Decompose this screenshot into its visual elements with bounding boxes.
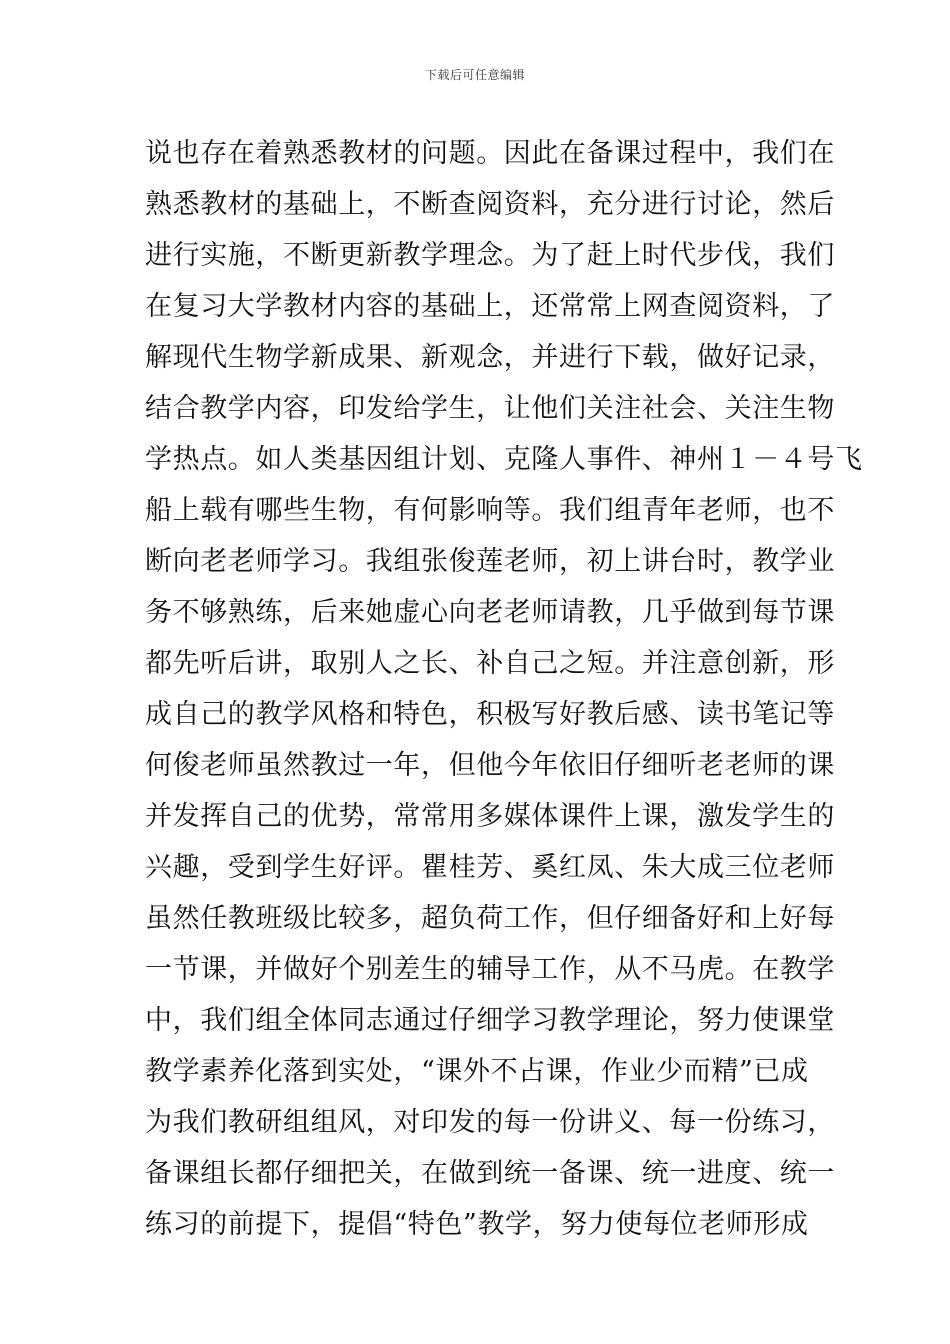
text-line: 务不够熟练，后来她虚心向老老师请教，几乎做到每节课 [145, 597, 835, 628]
body-text [145, 128, 863, 1250]
text-line: 都先听后讲，取别人之长、补自己之短。并注意创新，形 [145, 648, 835, 679]
text-line: 学热点。如人类基因组计划、克隆人事件、神州１－４号飞 [145, 444, 863, 475]
text-line: 在复习大学教材内容的基础上，还常常上网查阅资料，了 [145, 291, 835, 322]
text-line: 解现代生物学新成果、新观念，并进行下载，做好记录， [145, 342, 835, 373]
text-line: 何俊老师虽然教过一年，但他今年依旧仔细听老老师的课 [145, 750, 835, 781]
text-line: 虽然任教班级比较多，超负荷工作，但仔细备好和上好每 [145, 903, 835, 934]
text-line: 兴趣，受到学生好评。瞿桂芳、奚红凤、朱大成三位老师 [145, 852, 835, 883]
text-line: 并发挥自己的优势，常常用多媒体课件上课，激发学生的 [145, 801, 835, 832]
text-line: 船上载有哪些生物，有何影响等。我们组青年老师，也不 [145, 495, 835, 526]
text-line: 为我们教研组组风，对印发的每一份讲义、每一份练习， [145, 1107, 835, 1138]
text-line: 熟悉教材的基础上，不断查阅资料，充分进行讨论，然后 [145, 189, 835, 220]
text-line: 教学素养化落到实处，“课外不占课，作业少而精”已成 [145, 1056, 809, 1087]
text-line: 中，我们组全体同志通过仔细学习教学理论，努力使课堂 [145, 1005, 835, 1036]
text-line: 结合教学内容，印发给学生，让他们关注社会、关注生物 [145, 393, 835, 424]
text-line: 备课组长都仔细把关，在做到统一备课、统一进度、统一 [145, 1158, 835, 1189]
text-line: 进行实施，不断更新教学理念。为了赶上时代步伐，我们 [145, 240, 835, 271]
text-line: 说也存在着熟悉教材的问题。因此在备课过程中，我们在 [145, 138, 835, 169]
text-line: 练习的前提下，提倡“特色”教学，努力使每位老师形成 [145, 1209, 809, 1240]
text-line: 断向老老师学习。我组张俊莲老师，初上讲台时，教学业 [145, 546, 835, 577]
header-note: 下载后可任意编辑 [424, 68, 525, 82]
text-line: 成自己的教学风格和特色，积极写好教后感、读书笔记等 [145, 699, 835, 730]
text-line: 一节课，并做好个别差生的辅导工作，从不马虎。在教学 [145, 954, 835, 985]
